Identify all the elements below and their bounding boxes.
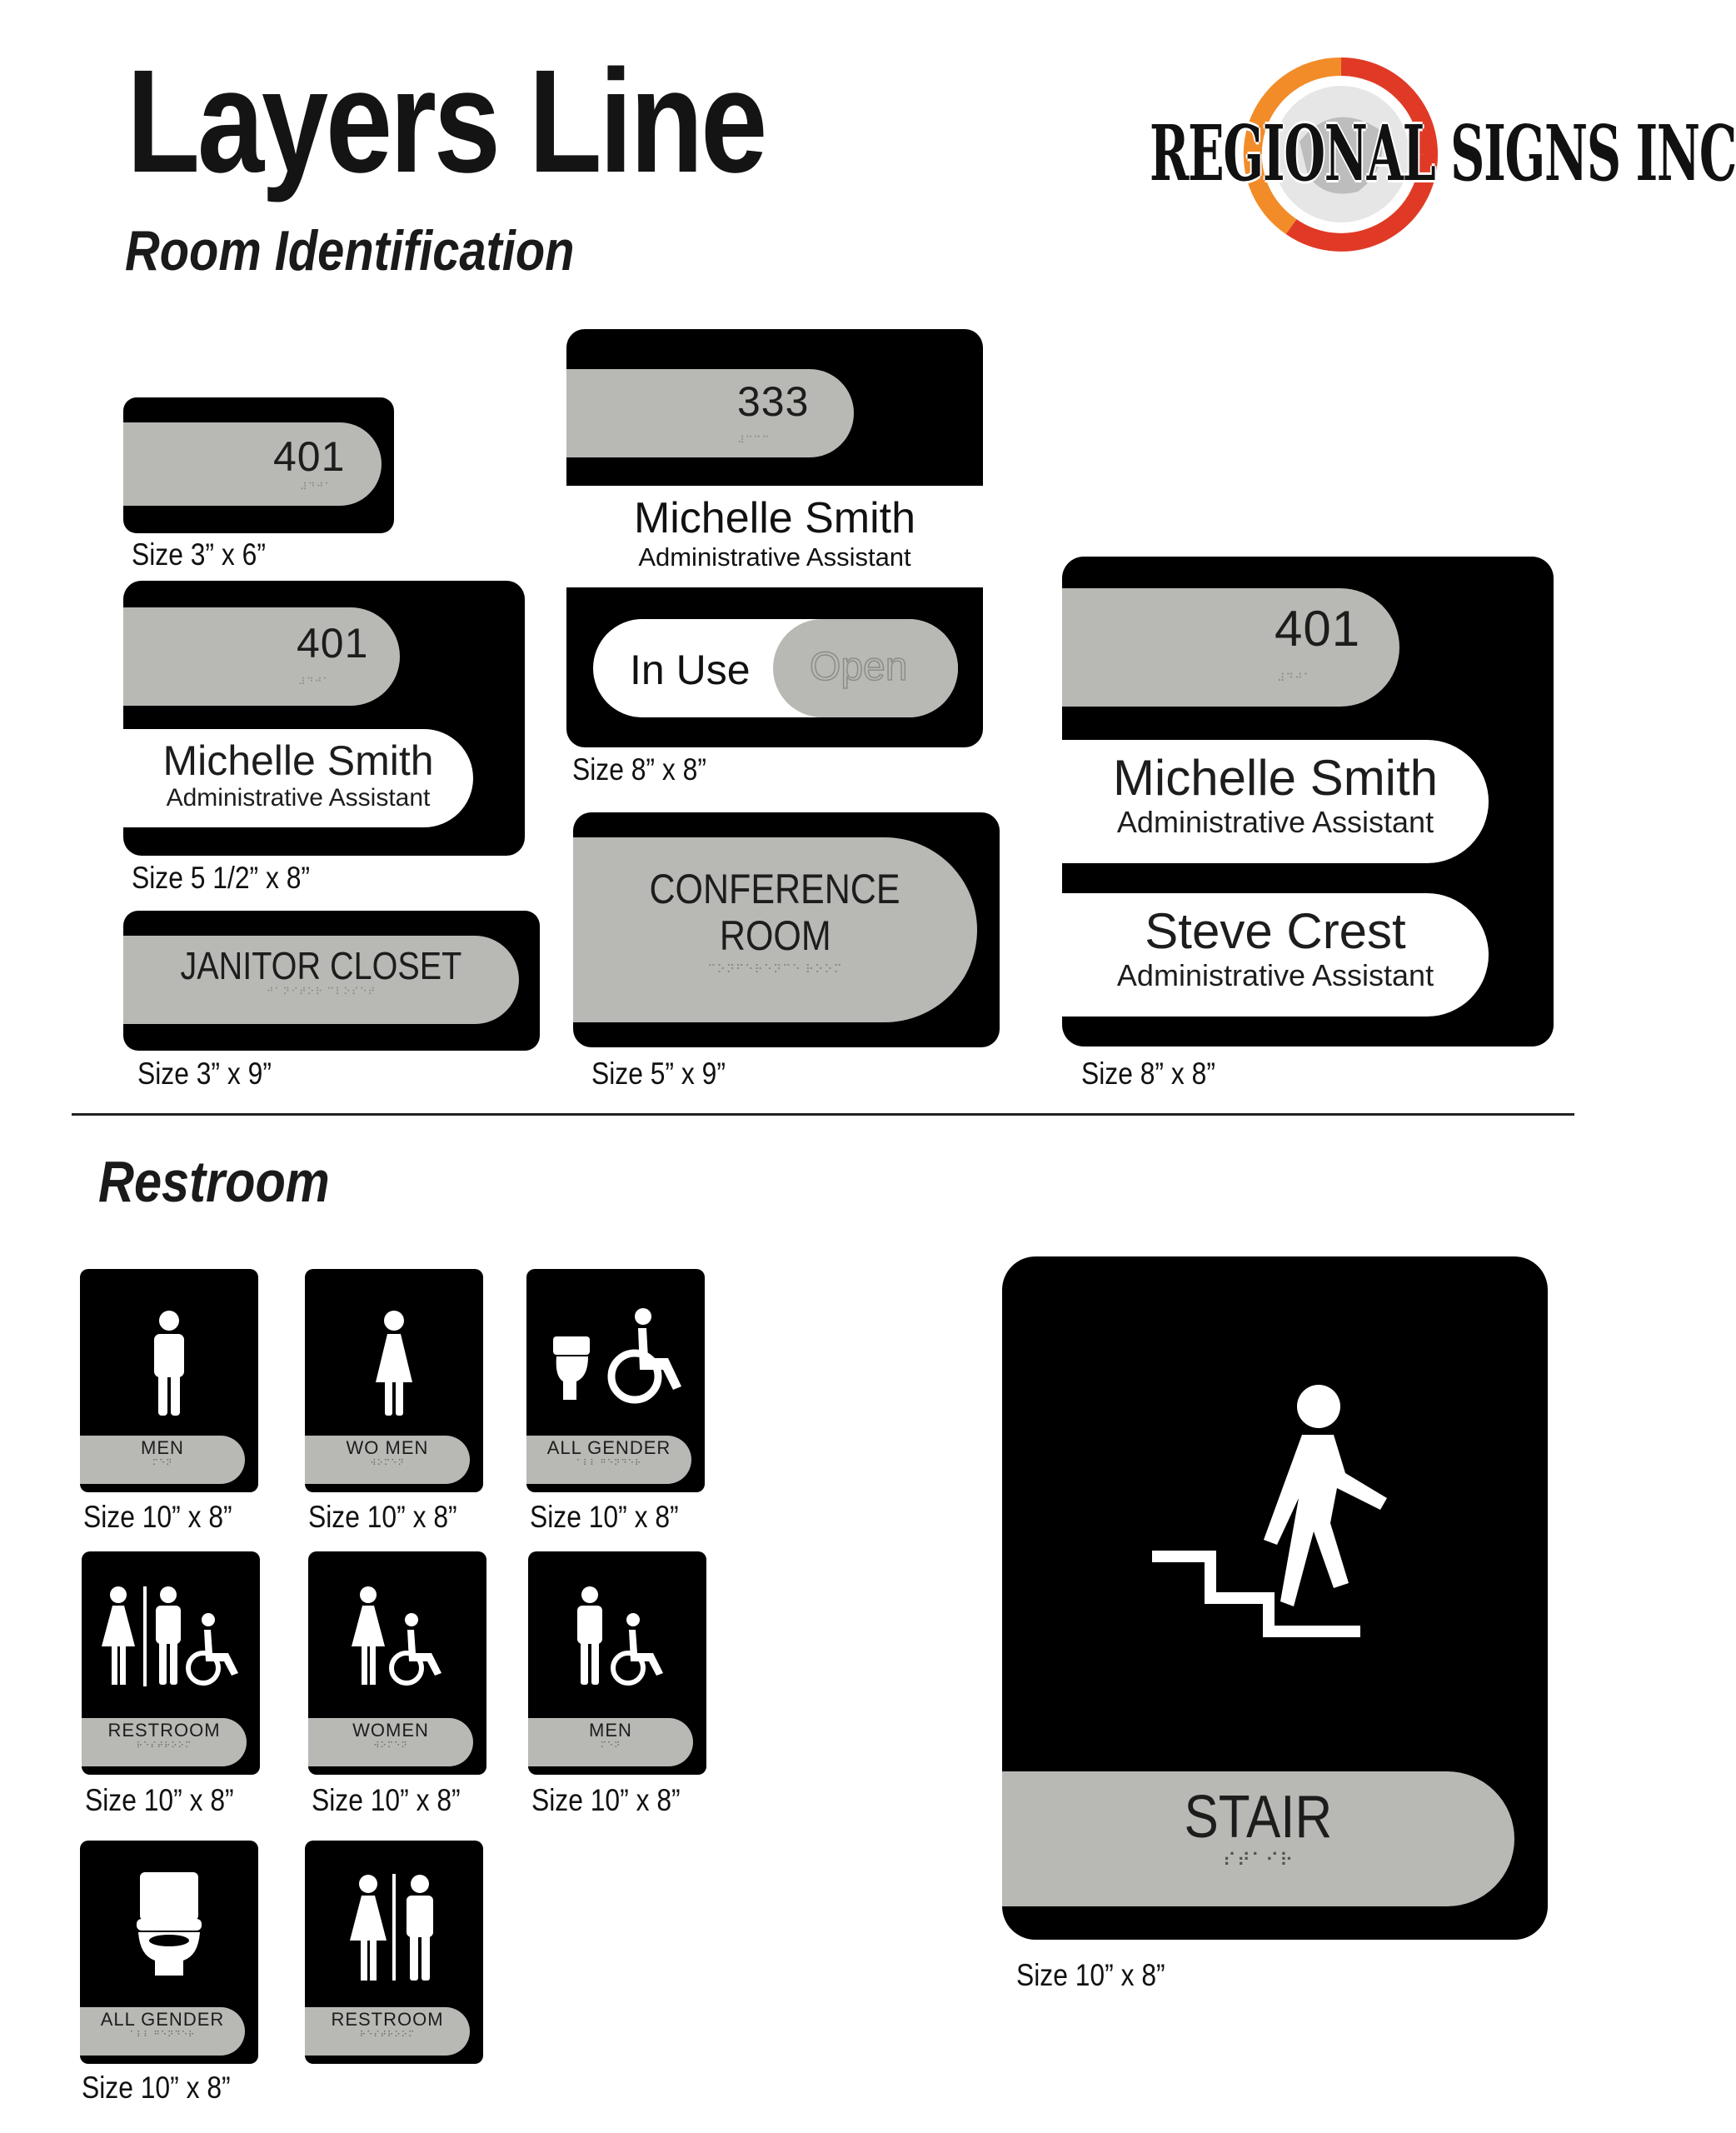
label-pill: [82, 1718, 247, 1766]
restroom-sign-all-gender-2: [80, 1841, 258, 2064]
room-number: 401: [1275, 601, 1361, 657]
braille-text: ⠼⠉⠉⠉: [737, 434, 771, 446]
number-pill: [123, 422, 382, 506]
person-role: Administrative Assistant: [166, 783, 431, 812]
restroom-sign-all-gender: [526, 1269, 705, 1492]
restroom-sign-men-accessible: [528, 1551, 706, 1775]
size-label: Size 5” x 9”: [591, 1057, 726, 1091]
braille-text: ⠼⠙⠚⠁: [300, 481, 333, 492]
sign-label: ALL GENDER: [546, 1437, 671, 1458]
person-name: Steve Crest: [1145, 903, 1406, 959]
label-pill: [80, 2007, 245, 2056]
room-sign-5x9: [573, 812, 1000, 1047]
sign-label: ALL GENDER: [100, 2009, 225, 2030]
sign-label: STAIR: [1184, 1784, 1333, 1851]
toilet-icon: [132, 1869, 207, 1977]
size-label: Size 10” x 8”: [83, 1500, 232, 1534]
label-pill: [528, 1718, 693, 1766]
size-label: Size 10” x 8”: [530, 1500, 679, 1534]
person-name: Michelle Smith: [1112, 750, 1439, 806]
size-label: Size 8” x 8”: [572, 752, 706, 787]
size-label: Size 10” x 8”: [85, 1783, 234, 1817]
braille-text: ⠗⠑⠎⠞⠗⠕⠕⠍: [136, 1741, 192, 1751]
room-label: JANITOR CLOSET: [180, 944, 462, 987]
number-pill: [123, 607, 400, 706]
sign-label: RESTROOM: [331, 2009, 444, 2030]
room-sign-3x9: [123, 911, 540, 1051]
braille-text: ⠗⠑⠎⠞⠗⠕⠕⠍: [359, 2031, 416, 2040]
company-logo: [1141, 50, 1736, 258]
number-pill: [1062, 588, 1399, 707]
room-number: 401: [297, 620, 369, 667]
woman-icon: [369, 1309, 419, 1417]
logo-wordmark: REGIONAL SIGNS INC: [1150, 108, 1736, 198]
braille-text: ⠺⠕⠍⠑⠝: [373, 1741, 408, 1751]
slider-knob[interactable]: [773, 619, 958, 717]
toilet-accessible-icon: [551, 1306, 685, 1406]
room-label-line1: CONFERENCE: [649, 866, 901, 912]
braille-text: ⠍⠑⠝: [600, 1741, 621, 1751]
room-sign-5x8: [123, 581, 525, 856]
room-number: 333: [737, 378, 810, 425]
woman-accessible-icon: [348, 1586, 448, 1686]
label-pill: [1002, 1771, 1514, 1906]
status-slider[interactable]: [593, 619, 958, 717]
sign-label: MEN: [141, 1437, 184, 1458]
number-pill: [566, 369, 854, 457]
name-plate: [566, 486, 983, 587]
status-in-use: In Use: [630, 647, 751, 693]
sign-label: WOMEN: [352, 1720, 429, 1741]
label-pill: [308, 1718, 473, 1766]
size-label: Size 10” x 8”: [82, 2071, 231, 2105]
sign-label: RESTROOM: [107, 1720, 221, 1741]
page-title: Layers Line: [127, 40, 766, 203]
man-icon: [144, 1309, 194, 1417]
person-role: Administrative Assistant: [1116, 958, 1434, 992]
sign-label: MEN: [589, 1720, 632, 1741]
unisex-icon: [348, 1874, 440, 1982]
label-pill: [526, 1436, 691, 1484]
person-name: Michelle Smith: [162, 737, 434, 784]
label-pill: [123, 936, 519, 1024]
size-label: Size 3” x 6”: [132, 537, 266, 572]
name-plate: [123, 729, 473, 827]
braille-text: ⠺⠕⠍⠑⠝: [370, 1459, 405, 1468]
room-sign-8x8-slider: [566, 329, 983, 747]
restroom-sign-women: [305, 1269, 483, 1492]
status-open: Open: [810, 645, 908, 689]
room-label-line2: ROOM: [719, 912, 831, 959]
unisex-accessible-icon: [100, 1586, 246, 1686]
sign-label: WO MEN: [346, 1437, 429, 1458]
label-pill: [305, 1436, 470, 1484]
section-divider: [72, 1113, 1574, 1116]
size-label: Size 5 1/2” x 8”: [132, 861, 311, 895]
label-pill: [80, 1436, 245, 1484]
name-plate-1: [1062, 740, 1489, 863]
size-label: Size 8” x 8”: [1081, 1057, 1215, 1091]
label-pill: [573, 837, 977, 1022]
restroom-sign-women-accessible: [308, 1551, 486, 1775]
size-label: Size 10” x 8”: [1016, 1958, 1165, 1992]
size-label: Size 10” x 8”: [308, 1500, 457, 1534]
size-label: Size 10” x 8”: [312, 1783, 461, 1817]
section-title: Restroom: [98, 1149, 330, 1214]
braille-text: ⠎⠞⠁⠊⠗: [1222, 1849, 1295, 1871]
braille-text: ⠉⠕⠝⠋⠑⠗⠑⠝⠉⠑ ⠗⠕⠕⠍: [707, 962, 843, 976]
room-sign-3x6: [123, 397, 394, 533]
man-accessible-icon: [570, 1586, 670, 1686]
room-sign-8x8-dual: [1062, 557, 1554, 1047]
braille-text: ⠁⠇⠇ ⠛⠑⠝⠙⠑⠗: [576, 1459, 642, 1468]
size-label: Size 10” x 8”: [531, 1783, 681, 1817]
stair-sign: [1002, 1256, 1548, 1940]
person-role: Administrative Assistant: [638, 542, 911, 572]
room-number: 401: [273, 433, 346, 480]
braille-text: ⠁⠇⠇ ⠛⠑⠝⠙⠑⠗: [129, 2031, 196, 2040]
restroom-sign-restroom-accessible: [82, 1551, 260, 1775]
braille-text: ⠚⠁⠝⠊⠞⠕⠗ ⠉⠇⠕⠎⠑⠞: [266, 986, 377, 998]
person-name: Michelle Smith: [633, 494, 916, 542]
name-plate-2: [1062, 893, 1489, 1017]
restroom-sign-men: [80, 1269, 258, 1492]
braille-text: ⠼⠙⠚⠁: [298, 676, 332, 687]
person-role: Administrative Assistant: [1116, 805, 1434, 839]
restroom-sign-restroom: [305, 1841, 483, 2064]
braille-text: ⠼⠙⠚⠁: [1277, 672, 1313, 684]
page-subtitle: Room Identification: [125, 219, 575, 282]
label-pill: [305, 2007, 470, 2056]
braille-text: ⠍⠑⠝: [152, 1459, 173, 1468]
stair-person-icon: [1144, 1381, 1410, 1673]
size-label: Size 3” x 9”: [137, 1057, 272, 1091]
